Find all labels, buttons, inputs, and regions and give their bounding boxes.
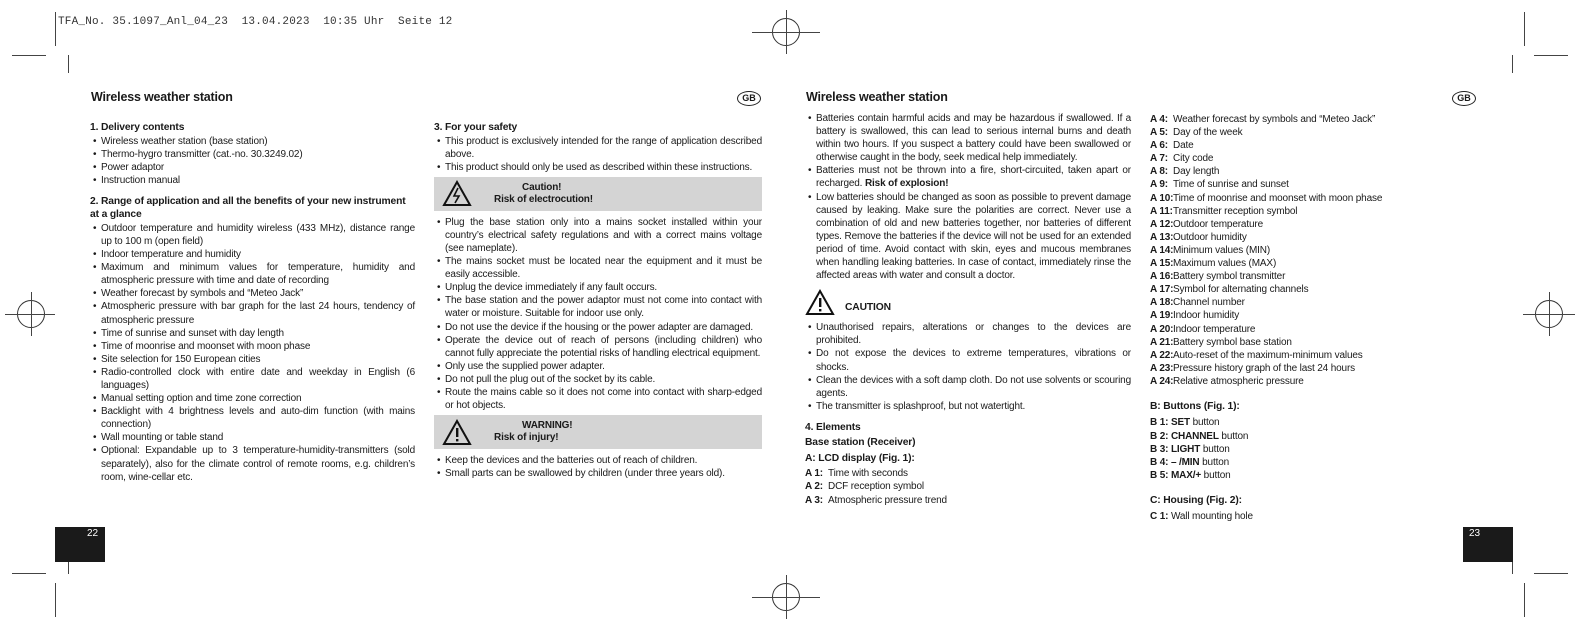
lcd-list-part-2 — [1150, 113, 1450, 388]
safety-heading: 3. For your safety — [434, 122, 518, 133]
exclamation-warning-icon — [805, 289, 835, 316]
battery-list — [805, 112, 1131, 282]
list-item: • Do not use the device if the housing or the power adapter are damaged. — [434, 321, 762, 334]
list-item: • Optional: Expandable up to 3 temperature-humidity-transmitters (sold separately), also for the climate control of remote rooms, e.g. children’s room, wine-cellar etc. — [90, 444, 415, 483]
list-item: • Wall mounting or table stand — [90, 431, 415, 444]
right-page-title: Wireless weather station — [806, 90, 948, 104]
caution-label: CAUTION — [845, 301, 891, 313]
list-item: B 4: – /MIN button — [1150, 456, 1230, 468]
list-item: • The transmitter is splashproof, but not watertight. — [805, 400, 1131, 413]
list-item: A 7: City code — [1150, 153, 1214, 165]
elements-heading: 4. Elements — [805, 421, 861, 433]
list-item: A 10: Time of moonrise and moonset with moon phase — [1150, 192, 1383, 204]
list-item: • Route the mains cable so it does not come into contact with sharp-edged or hot objects. — [434, 386, 762, 412]
list-item: • Clean the devices with a soft damp cloth. Do not use solvents or scouring agents. — [805, 374, 1131, 400]
housing-list — [1150, 510, 1450, 523]
list-item: • Do not pull the plug out of the socket by its cable. — [434, 373, 762, 386]
list-item: B 3: LIGHT button — [1150, 443, 1230, 455]
list-item: A 9: Time of sunrise and sunset — [1150, 179, 1289, 191]
electrocution-list — [434, 216, 762, 412]
list-item: • Manual setting option and time zone correction — [90, 392, 415, 405]
housing-heading: C: Housing (Fig. 2): — [1150, 494, 1242, 506]
list-item: • Do not expose the devices to extreme temperatures, vibrations or shocks. — [805, 347, 1131, 373]
caution-list — [805, 321, 1131, 413]
list-item: • Unauthorised repairs, alterations or changes to the devices are prohibited. — [805, 321, 1131, 347]
list-item: A 15: Maximum values (MAX) — [1150, 258, 1277, 270]
list-item: • The base station and the power adaptor must not come into contact with water or moisture. Suitable for indoor use only. — [434, 294, 762, 320]
buttons-list — [1150, 416, 1450, 481]
list-item: • Wireless weather station (base station) — [90, 135, 415, 148]
range-list — [90, 222, 415, 484]
list-item: A 2: DCF reception symbol — [805, 481, 924, 493]
list-item: A 6: Date — [1150, 140, 1194, 152]
range-heading: 2. Range of application and all the benefits of your new instrument at a glance — [90, 195, 406, 221]
list-item: • Indoor temperature and humidity — [90, 248, 415, 261]
list-item: A 16: Battery symbol transmitter — [1150, 271, 1286, 283]
list-item: • Thermo-hygro transmitter (cat.-no. 30.3249.02) — [90, 148, 415, 161]
list-item: A 18: Channel number — [1150, 297, 1245, 309]
injury-warning-box — [434, 415, 762, 449]
lcd-list-part-1 — [805, 467, 1131, 506]
list-item: A 1: Time with seconds — [805, 468, 908, 480]
list-item: • Instruction manual — [90, 174, 415, 187]
safety-list — [434, 135, 762, 174]
list-item: • Operate the device out of reach of persons (including children) who cannot fully appreciate the potential risks of handling electrical equipment. — [434, 334, 762, 360]
list-item: B 2: CHANNEL button — [1150, 430, 1249, 442]
list-item: • Time of sunrise and sunset with day length — [90, 327, 415, 340]
warning-subtitle: Risk of injury! — [494, 432, 559, 444]
list-item: • Weather forecast by symbols and “Meteo Jack” — [90, 287, 415, 300]
list-item: • Time of moonrise and moonset with moon phase — [90, 340, 415, 353]
electrocution-warning-box — [434, 177, 762, 211]
list-item: • Batteries must not be thrown into a fire, short-circuited, taken apart or recharged. Risk of explosion! — [805, 164, 1131, 190]
list-item: A 3: Atmospheric pressure trend — [805, 494, 947, 506]
right-column-2 — [1150, 113, 1450, 524]
list-item: • Radio-controlled clock with entire date and weekday in English (6 languages) — [90, 366, 415, 392]
caution-block — [805, 286, 1131, 318]
warning-title: Caution! — [522, 181, 562, 193]
list-item: A 19: Indoor humidity — [1150, 310, 1240, 322]
list-item: A 22: Auto-reset of the maximum-minimum values — [1150, 349, 1363, 361]
list-item: A 4: Weather forecast by symbols and “Meteo Jack” — [1150, 114, 1376, 125]
list-item: • Plug the base station only into a mains socket installed within your country’s electrical safety regulations and with a correct mains voltage (see nameplate). — [434, 216, 762, 255]
list-item: A 23: Pressure history graph of the last 24 hours — [1150, 362, 1355, 374]
list-item: • This product is exclusively intended for the range of application described above. — [434, 135, 762, 161]
list-item: A 11: Transmitter reception symbol — [1150, 205, 1298, 217]
list-item: • Atmospheric pressure with bar graph for the last 24 hours, tendency of atmospheric pressure — [90, 300, 415, 326]
print-header: TFA_No. 35.1097_Anl_04_23 13.04.2023 10:35 Uhr Seite 12 — [58, 16, 453, 28]
delivery-list — [90, 135, 415, 187]
list-item: • This product should only be used as described within these instructions. — [434, 161, 762, 174]
list-item: • The mains socket must be located near the equipment and it must be easily accessible. — [434, 255, 762, 281]
list-item: A 12: Outdoor temperature — [1150, 218, 1263, 230]
page-number-right: 23 — [1463, 527, 1513, 562]
list-item: B 5: MAX/+ button — [1150, 469, 1231, 481]
left-column-1 — [90, 121, 415, 484]
list-item: • Keep the devices and the batteries out of reach of children. — [434, 454, 762, 467]
list-item: A 20: Indoor temperature — [1150, 323, 1256, 335]
list-item: • Outdoor temperature and humidity wireless (433 MHz), distance range up to 100 m (open field) — [90, 222, 415, 248]
list-item: C 1: Wall mounting hole — [1150, 511, 1253, 523]
list-item: • Backlight with 4 brightness levels and auto-dim function (with mains connection) — [90, 405, 415, 431]
lightning-warning-icon — [442, 180, 472, 207]
left-lang-badge: GB — [737, 91, 761, 106]
exclamation-warning-icon — [442, 419, 472, 446]
buttons-heading: B: Buttons (Fig. 1): — [1150, 400, 1240, 412]
list-item: • Maximum and minimum values for temperature, humidity and atmospheric pressure with time and date of recording — [90, 261, 415, 287]
list-item: A 14: Minimum values (MIN) — [1150, 244, 1271, 256]
warning-subtitle: Risk of electrocution! — [494, 193, 593, 205]
list-item: A 17: Symbol for alternating channels — [1150, 284, 1309, 296]
list-item: A 13: Outdoor humidity — [1150, 231, 1247, 243]
explosion-risk-label: Risk of explosion! — [864, 178, 949, 190]
right-column-1 — [805, 112, 1131, 507]
delivery-heading: 1. Delivery contents — [90, 122, 185, 133]
list-item: • Low batteries should be changed as soon as possible to prevent damage caused by leaking. Make sure the polarities are correct. Never use a combination of old and new batteries together, nor batteries of different types. Remove the batteries if the device will not be used for an extended period of time. Avoid contact with skin, eyes and mucous membranes when handling leaking batteries. In case of contact, immediately rinse the affected areas with water and consult a doctor. — [805, 191, 1131, 283]
list-item: A 5: Day of the week — [1150, 127, 1243, 139]
left-page-title: Wireless weather station — [91, 90, 233, 104]
list-item: • Batteries contain harmful acids and may be hazardous if swallowed. If a battery is swallowed, this can lead to serious internal burns and death within two hours. If you suspect a battery could have been swallowed or otherwise caught in the body, seek medical help immediately. — [805, 112, 1131, 164]
list-item: B 1: SET button — [1150, 417, 1220, 429]
list-item: • Site selection for 150 European cities — [90, 353, 415, 366]
list-item: A 21: Battery symbol base station — [1150, 336, 1292, 348]
list-item: • Only use the supplied power adapter. — [434, 360, 762, 373]
base-station-heading: Base station (Receiver) — [805, 437, 916, 449]
injury-list — [434, 454, 762, 480]
page-number-left: 22 — [55, 527, 105, 562]
right-lang-badge: GB — [1452, 91, 1476, 106]
list-item: • Small parts can be swallowed by children (under three years old). — [434, 467, 762, 480]
list-item: • Power adaptor — [90, 161, 415, 174]
list-item: • Unplug the device immediately if any fault occurs. — [434, 281, 762, 294]
left-column-2 — [434, 121, 762, 480]
list-item: A 24: Relative atmospheric pressure — [1150, 375, 1304, 387]
warning-title: WARNING! — [522, 420, 573, 432]
list-item: A 8: Day length — [1150, 166, 1220, 178]
lcd-display-heading: A: LCD display (Fig. 1): — [805, 452, 915, 464]
